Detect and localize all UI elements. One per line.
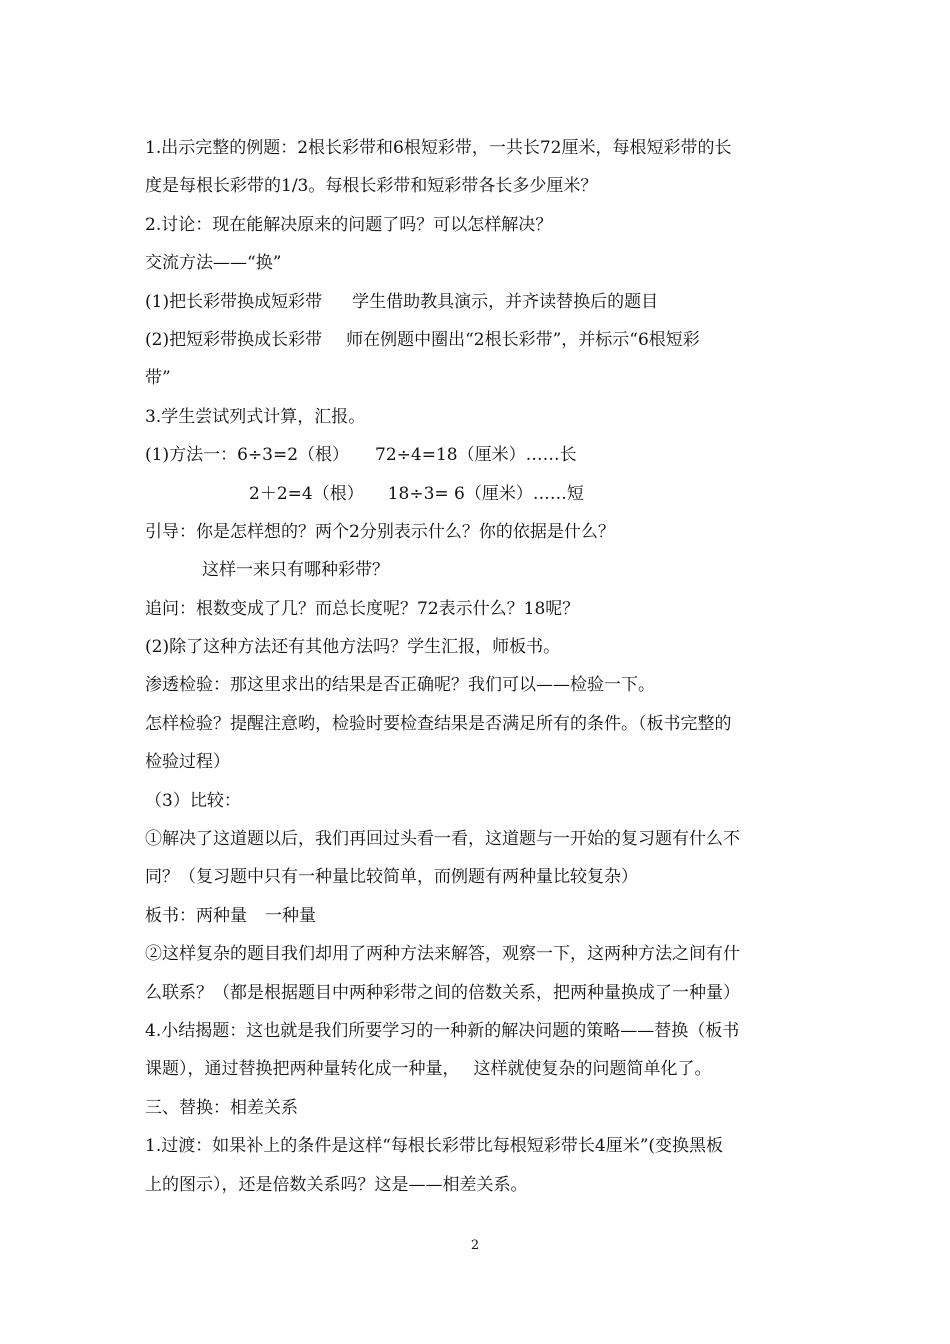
text-line <box>145 475 810 513</box>
line-text: 板书：两种量 <box>145 905 247 926</box>
line-text: (1)方法一：6÷3=2（根） <box>145 445 350 466</box>
line-text: 2.讨论：现在能解决原来的问题了吗？可以怎样解决？ <box>145 214 553 235</box>
line-text: 这样就使复杂的问题简单化了。 <box>473 1059 712 1080</box>
text-line <box>145 820 810 858</box>
text-line <box>145 590 810 628</box>
line-text: ①解决了这道题以后，我们再回过头看一看，这道题与一开始的复习题有什么不 <box>145 829 740 850</box>
text-line <box>145 935 810 973</box>
text-line <box>145 244 810 282</box>
text-line <box>145 1012 810 1050</box>
line-text: 度是每根长彩带的1/3。每根长彩带和短彩带各长多少厘米？ <box>145 176 598 197</box>
line-text: 引导：你是怎样想的？两个2分别表示什么？你的依据是什么？ <box>145 521 615 542</box>
line-text: 么联系？（都是根据题目中两种彩带之间的倍数关系，把两种量换成了一种量） <box>145 982 740 1003</box>
line-text: 4.小结揭题：这也就是我们所要学习的一种新的解决问题的策略——替换（板书 <box>145 1020 740 1041</box>
line-text: 带” <box>145 368 171 389</box>
text-line <box>145 436 810 474</box>
line-text: (1)把长彩带换成短彩带 <box>145 291 323 312</box>
text-line <box>145 858 810 896</box>
text-line <box>145 1050 810 1088</box>
line-text: 交流方法——“换” <box>145 253 282 274</box>
line-text: 师在例题中圈出“2根长彩带”，并标示“6根短彩 <box>346 329 700 350</box>
line-text: (2)除了这种方法还有其他方法吗？学生汇报，师板书。 <box>145 637 561 658</box>
text-line <box>145 321 810 359</box>
line-text: 学生借助教具演示，并齐读替换后的题目 <box>352 291 659 312</box>
text-line <box>145 1089 810 1127</box>
line-text: 怎样检验？提醒注意哟，检验时要检查结果是否满足所有的条件。（板书完整的 <box>145 713 732 734</box>
text-line <box>145 1166 810 1204</box>
text-line <box>145 551 810 589</box>
line-text: 1.过渡：如果补上的条件是这样“每根长彩带比每根短彩带长4厘米”(变换黑板 <box>145 1136 724 1157</box>
line-text: ②这样复杂的题目我们却用了两种方法来解答，观察一下，这两种方法之间有什 <box>145 944 740 965</box>
line-text: 渗透检验：那这里求出的结果是否正确呢？我们可以——检验一下。 <box>145 675 655 696</box>
text-line <box>145 283 810 321</box>
text-line <box>145 897 810 935</box>
line-text: （3）比较： <box>145 790 241 811</box>
line-text: 这样一来只有哪种彩带？ <box>202 560 389 581</box>
line-text: (2)把短彩带换成长彩带 <box>145 329 323 350</box>
text-line <box>145 398 810 436</box>
text-line <box>145 782 810 820</box>
line-text: 2＋2=4（根） <box>249 483 364 504</box>
text-line <box>145 666 810 704</box>
text-line <box>145 129 810 167</box>
line-text: 上的图示），还是倍数关系吗？这是——相差关系。 <box>145 1174 528 1195</box>
text-line <box>145 1127 810 1165</box>
line-text: 一种量 <box>265 905 316 926</box>
text-line <box>145 167 810 205</box>
text-line <box>145 743 810 781</box>
line-text: 检验过程） <box>145 752 230 773</box>
text-line <box>145 359 810 397</box>
text-line <box>145 705 810 743</box>
line-text: 三、替换：相差关系 <box>145 1097 298 1118</box>
body-text <box>145 129 810 1204</box>
line-text: 追问：根数变成了几？而总长度呢？72表示什么？18呢？ <box>145 598 580 619</box>
line-text: 72÷4=18（厘米）……长 <box>375 445 577 466</box>
text-line <box>145 628 810 666</box>
line-text: 3.学生尝试列式计算，汇报。 <box>145 406 366 427</box>
text-line <box>145 206 810 244</box>
line-text: 18÷3= 6（厘米）……短 <box>387 483 584 504</box>
line-text: 同？（复习题中只有一种量比较简单，而例题有两种量比较复杂） <box>145 867 638 888</box>
text-line <box>145 513 810 551</box>
line-text: 课题），通过替换把两种量转化成一种量， <box>145 1059 460 1080</box>
text-line <box>145 974 810 1012</box>
page-number: 2 <box>470 1238 480 1253</box>
line-text: 1.出示完整的例题：2根长彩带和6根短彩带，一共长72厘米，每根短彩带的长 <box>145 138 732 158</box>
